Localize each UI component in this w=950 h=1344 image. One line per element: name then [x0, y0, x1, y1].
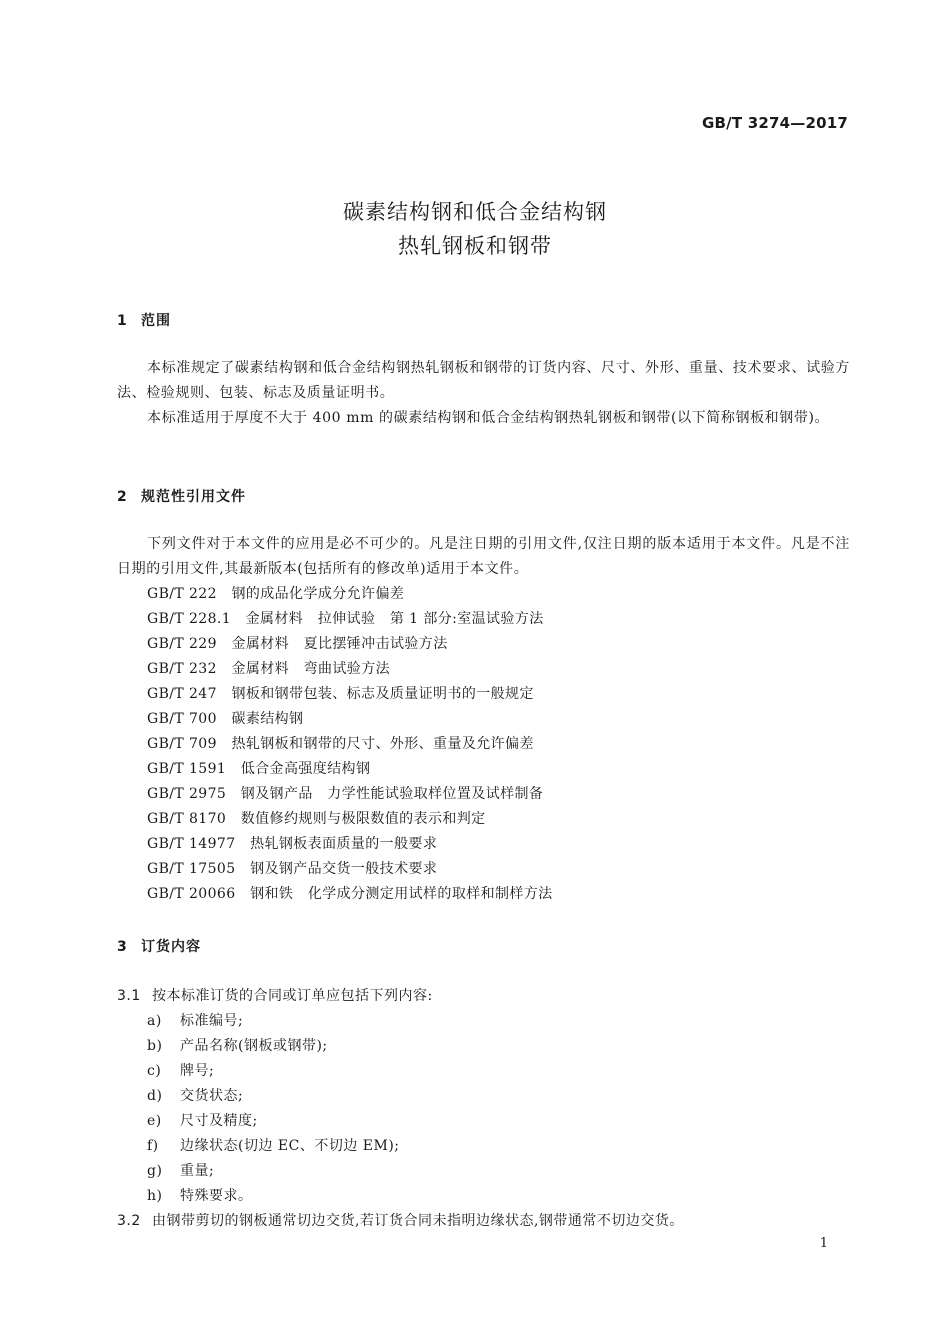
reference-item: GB/T 2975 钢及钢产品 力学性能试验取样位置及试样制备: [147, 786, 544, 802]
list-item: [147, 1159, 214, 1184]
reference-item: GB/T 229 金属材料 夏比摆锤冲击试验方法: [147, 636, 448, 652]
list-text: 交货状态;: [180, 1088, 244, 1104]
list-text: 边缘状态(切边 EC、不切边 EM);: [180, 1138, 400, 1154]
list-marker: d): [147, 1088, 163, 1104]
section-number: 2: [117, 489, 128, 505]
section-number: 3: [117, 939, 128, 955]
section-1-heading: [117, 310, 171, 330]
list-item: [147, 1084, 243, 1109]
clause-3-1: [117, 984, 433, 1009]
clause-number: 3.2: [117, 1213, 141, 1229]
reference-item: GB/T 709 热轧钢板和钢带的尺寸、外形、重量及允许偏差: [147, 736, 534, 752]
list-text: 牌号;: [180, 1063, 215, 1079]
list-item: [147, 1059, 214, 1084]
section-2-heading: [117, 486, 246, 506]
section-title: 规范性引用文件: [141, 489, 246, 505]
list-text: 尺寸及精度;: [180, 1113, 258, 1129]
standard-number: GB/T 3274—2017: [702, 114, 848, 132]
reference-item: GB/T 1591 低合金高强度结构钢: [147, 761, 371, 777]
reference-item: GB/T 20066 钢和铁 化学成分测定用试样的取样和制样方法: [147, 886, 553, 902]
list-marker: b): [147, 1038, 163, 1054]
reference-item: GB/T 247 钢板和钢带包装、标志及质量证明书的一般规定: [147, 686, 534, 702]
reference-item: GB/T 222 钢的成品化学成分允许偏差: [147, 586, 405, 602]
section-3-heading: [117, 936, 201, 956]
clause-number: 3.1: [117, 988, 141, 1004]
reference-item: GB/T 14977 热轧钢板表面质量的一般要求: [147, 836, 438, 852]
list-text: 特殊要求。: [180, 1188, 253, 1204]
scope-paragraph-2: 本标准适用于厚度不大于 400 mm 的碳素结构钢和低合金结构钢热轧钢板和钢带(以下简称钢板和钢带)。: [147, 410, 830, 426]
list-item: [147, 1109, 258, 1134]
reference-item: GB/T 232 金属材料 弯曲试验方法: [147, 661, 390, 677]
page-number: 1: [819, 1236, 828, 1251]
document-title-line-1: 碳素结构钢和低合金结构钢: [343, 200, 607, 224]
list-text: 标准编号;: [180, 1013, 244, 1029]
reference-item: GB/T 17505 钢及钢产品交货一般技术要求: [147, 861, 438, 877]
list-marker: f): [147, 1138, 159, 1154]
references-intro: 下列文件对于本文件的应用是必不可少的。凡是注日期的引用文件,仅注日期的版本适用于本文件。凡是不注日期的引用文件,其最新版本(包括所有的修改单)适用于本文件。: [117, 536, 850, 577]
list-text: 重量;: [180, 1163, 215, 1179]
list-marker: a): [147, 1013, 162, 1029]
clause-3-2: [117, 1209, 684, 1234]
clause-text: 由钢带剪切的钢板通常切边交货,若订货合同未指明边缘状态,钢带通常不切边交货。: [152, 1213, 684, 1229]
list-item: [147, 1184, 253, 1209]
document-title-line-2: 热轧钢板和钢带: [398, 234, 552, 258]
list-marker: e): [147, 1113, 162, 1129]
reference-item: GB/T 228.1 金属材料 拉伸试验 第 1 部分:室温试验方法: [147, 611, 544, 627]
reference-item: GB/T 8170 数值修约规则与极限数值的表示和判定: [147, 811, 486, 827]
section-title: 订货内容: [141, 939, 201, 955]
list-marker: h): [147, 1188, 163, 1204]
list-text: 产品名称(钢板或钢带);: [180, 1038, 328, 1054]
list-marker: c): [147, 1063, 162, 1079]
list-item: [147, 1009, 243, 1034]
list-item: [147, 1134, 400, 1159]
reference-item: GB/T 700 碳素结构钢: [147, 711, 304, 727]
section-title: 范围: [141, 313, 171, 329]
clause-text: 按本标准订货的合同或订单应包括下列内容:: [152, 988, 433, 1004]
list-item: [147, 1034, 328, 1059]
list-marker: g): [147, 1163, 163, 1179]
section-number: 1: [117, 313, 128, 329]
scope-paragraph-1: 本标准规定了碳素结构钢和低合金结构钢热轧钢板和钢带的订货内容、尺寸、外形、重量、技术要求、试验方法、检验规则、包装、标志及质量证明书。: [117, 360, 850, 401]
